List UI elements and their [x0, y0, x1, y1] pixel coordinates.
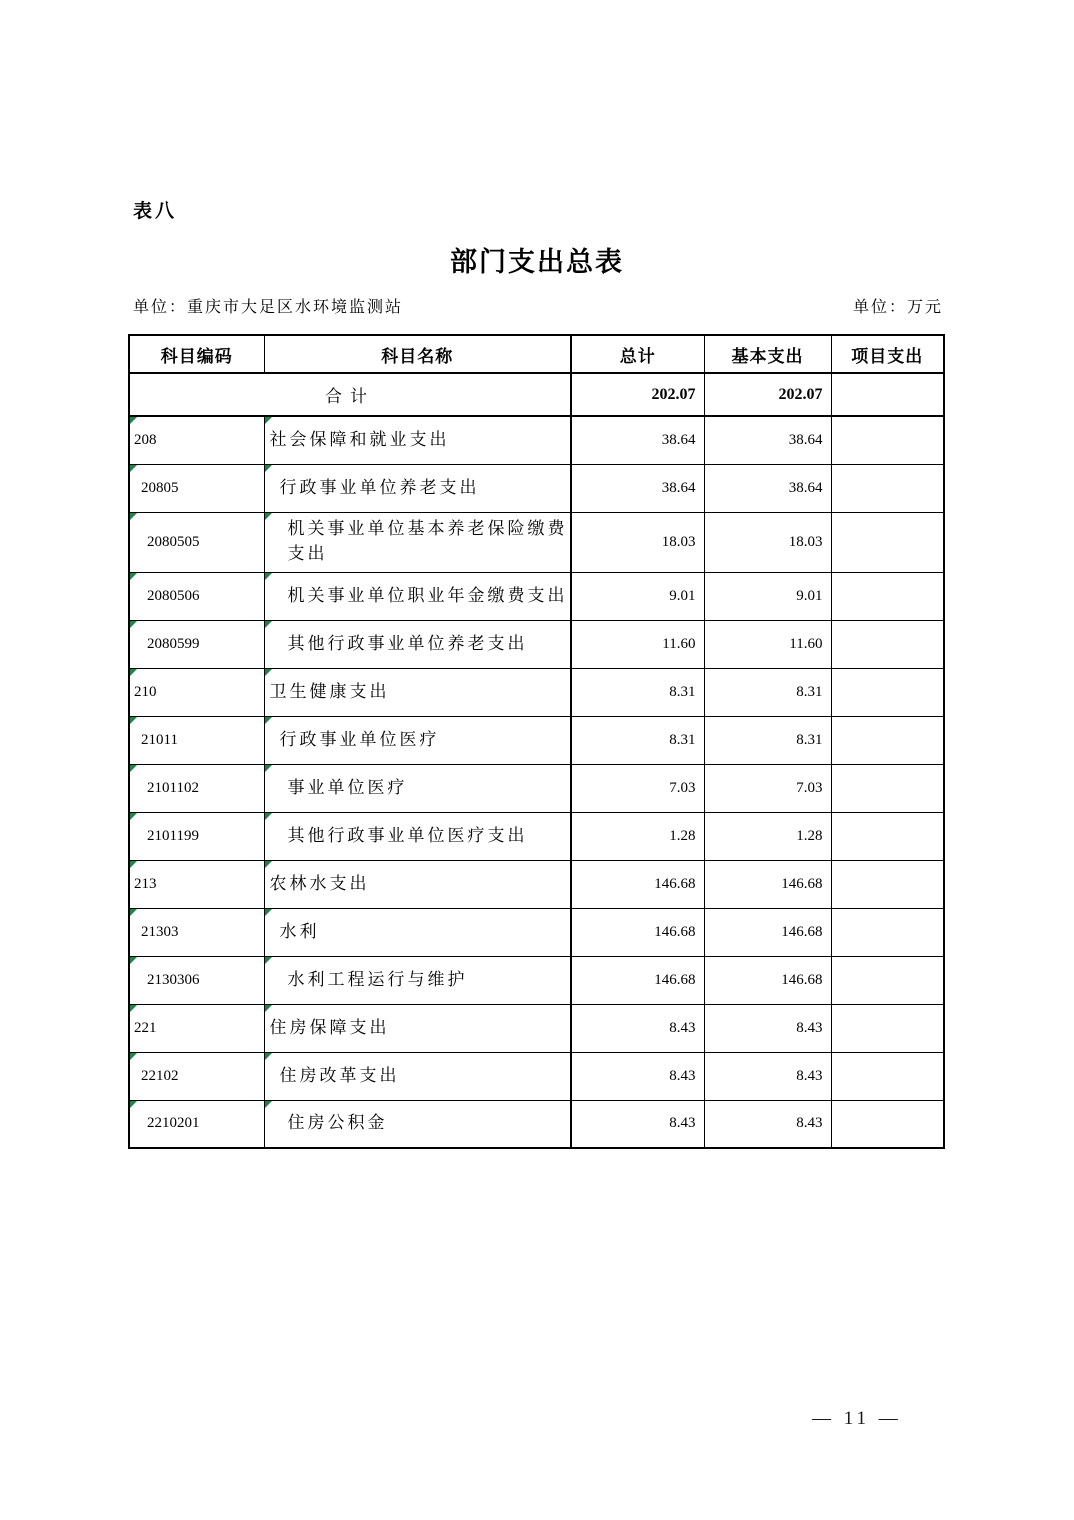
project-cell — [831, 716, 944, 764]
table-row — [129, 416, 944, 464]
basic-cell: 8.43 — [704, 1100, 831, 1148]
subject-code-cell: 2210201 — [129, 1100, 264, 1148]
table-row — [129, 716, 944, 764]
subject-name-cell: 行政事业单位养老支出 — [264, 464, 571, 512]
basic-cell: 8.43 — [704, 1004, 831, 1052]
subject-code-cell: 20805 — [129, 464, 264, 512]
project-cell — [831, 1100, 944, 1148]
subject-code-cell: 21011 — [129, 716, 264, 764]
project-cell — [831, 464, 944, 512]
basic-cell: 146.68 — [704, 908, 831, 956]
table-row — [129, 1004, 944, 1052]
table-row — [129, 908, 944, 956]
total-cell: 1.28 — [571, 812, 704, 860]
table-row — [129, 812, 944, 860]
project-cell — [831, 572, 944, 620]
subject-name-cell: 农林水支出 — [264, 860, 571, 908]
subject-name-cell: 机关事业单位职业年金缴费支出 — [264, 572, 571, 620]
page-number: — 11 — — [812, 1408, 902, 1429]
table-header-row — [129, 335, 944, 373]
basic-cell: 18.03 — [704, 512, 831, 572]
basic-cell: 11.60 — [704, 620, 831, 668]
subject-name-cell: 机关事业单位基本养老保险缴费支出 — [264, 512, 571, 572]
subject-name-cell: 行政事业单位医疗 — [264, 716, 571, 764]
subject-code-cell: 2101102 — [129, 764, 264, 812]
table-row — [129, 464, 944, 512]
page-title: 部门支出总表 — [450, 247, 624, 277]
subject-name-cell: 其他行政事业单位医疗支出 — [264, 812, 571, 860]
unit-name-label: 单位：重庆市大足区水环境监测站 — [133, 299, 404, 316]
table-row — [129, 956, 944, 1004]
basic-cell: 38.64 — [704, 464, 831, 512]
unit-currency-label: 单位：万元 — [852, 299, 943, 316]
basic-cell: 9.01 — [704, 572, 831, 620]
subject-name-cell: 其他行政事业单位养老支出 — [264, 620, 571, 668]
subject-name-cell: 住房改革支出 — [264, 1052, 571, 1100]
total-cell: 202.07 — [571, 373, 704, 416]
total-cell: 7.03 — [571, 764, 704, 812]
subject-code-cell: 2080506 — [129, 572, 264, 620]
subject-code-cell: 2101199 — [129, 812, 264, 860]
table-row — [129, 764, 944, 812]
subject-code-cell: 208 — [129, 416, 264, 464]
table-tag: 表八 — [133, 201, 178, 222]
table-row — [129, 1100, 944, 1148]
total-cell: 8.43 — [571, 1052, 704, 1100]
subject-code-cell: 213 — [129, 860, 264, 908]
total-cell: 8.31 — [571, 716, 704, 764]
grand-total-label: 合计 — [129, 373, 571, 416]
subject-name-cell: 水利工程运行与维护 — [264, 956, 571, 1004]
subject-name-cell: 事业单位医疗 — [264, 764, 571, 812]
grand-total-row — [129, 373, 944, 416]
header-subject-name: 科目名称 — [264, 335, 571, 373]
subject-code-cell: 22102 — [129, 1052, 264, 1100]
subject-name-cell: 住房公积金 — [264, 1100, 571, 1148]
table-row — [129, 620, 944, 668]
project-cell — [831, 812, 944, 860]
table-row — [129, 860, 944, 908]
total-cell: 146.68 — [571, 860, 704, 908]
project-cell — [831, 512, 944, 572]
project-cell — [831, 956, 944, 1004]
project-cell — [831, 416, 944, 464]
project-cell — [831, 860, 944, 908]
expenditure-summary-table — [128, 334, 945, 1149]
table-row — [129, 572, 944, 620]
basic-cell: 202.07 — [704, 373, 831, 416]
table-row — [129, 512, 944, 572]
total-cell: 8.43 — [571, 1100, 704, 1148]
project-cell — [831, 373, 944, 416]
header-subject-code: 科目编码 — [129, 335, 264, 373]
basic-cell: 7.03 — [704, 764, 831, 812]
project-cell — [831, 1052, 944, 1100]
total-cell: 11.60 — [571, 620, 704, 668]
total-cell: 38.64 — [571, 416, 704, 464]
basic-cell: 8.43 — [704, 1052, 831, 1100]
subject-name-cell: 卫生健康支出 — [264, 668, 571, 716]
basic-cell: 146.68 — [704, 860, 831, 908]
project-cell — [831, 620, 944, 668]
project-cell — [831, 668, 944, 716]
project-cell — [831, 1004, 944, 1052]
subject-name-cell: 水利 — [264, 908, 571, 956]
total-cell: 18.03 — [571, 512, 704, 572]
subject-name-cell: 住房保障支出 — [264, 1004, 571, 1052]
basic-cell: 146.68 — [704, 956, 831, 1004]
total-cell: 9.01 — [571, 572, 704, 620]
project-cell — [831, 908, 944, 956]
unit-row — [133, 294, 943, 317]
header-project-expenditure: 项目支出 — [831, 335, 944, 373]
total-cell: 8.43 — [571, 1004, 704, 1052]
subject-name-cell: 社会保障和就业支出 — [264, 416, 571, 464]
header-total: 总计 — [571, 335, 704, 373]
total-cell: 38.64 — [571, 464, 704, 512]
project-cell — [831, 764, 944, 812]
table-row — [129, 1052, 944, 1100]
subject-code-cell: 2080505 — [129, 512, 264, 572]
subject-code-cell: 2130306 — [129, 956, 264, 1004]
total-cell: 146.68 — [571, 956, 704, 1004]
total-cell: 146.68 — [571, 908, 704, 956]
subject-code-cell: 21303 — [129, 908, 264, 956]
total-cell: 8.31 — [571, 668, 704, 716]
subject-code-cell: 2080599 — [129, 620, 264, 668]
basic-cell: 1.28 — [704, 812, 831, 860]
table-row — [129, 668, 944, 716]
header-basic-expenditure: 基本支出 — [704, 335, 831, 373]
basic-cell: 8.31 — [704, 716, 831, 764]
subject-code-cell: 221 — [129, 1004, 264, 1052]
basic-cell: 38.64 — [704, 416, 831, 464]
subject-code-cell: 210 — [129, 668, 264, 716]
basic-cell: 8.31 — [704, 668, 831, 716]
